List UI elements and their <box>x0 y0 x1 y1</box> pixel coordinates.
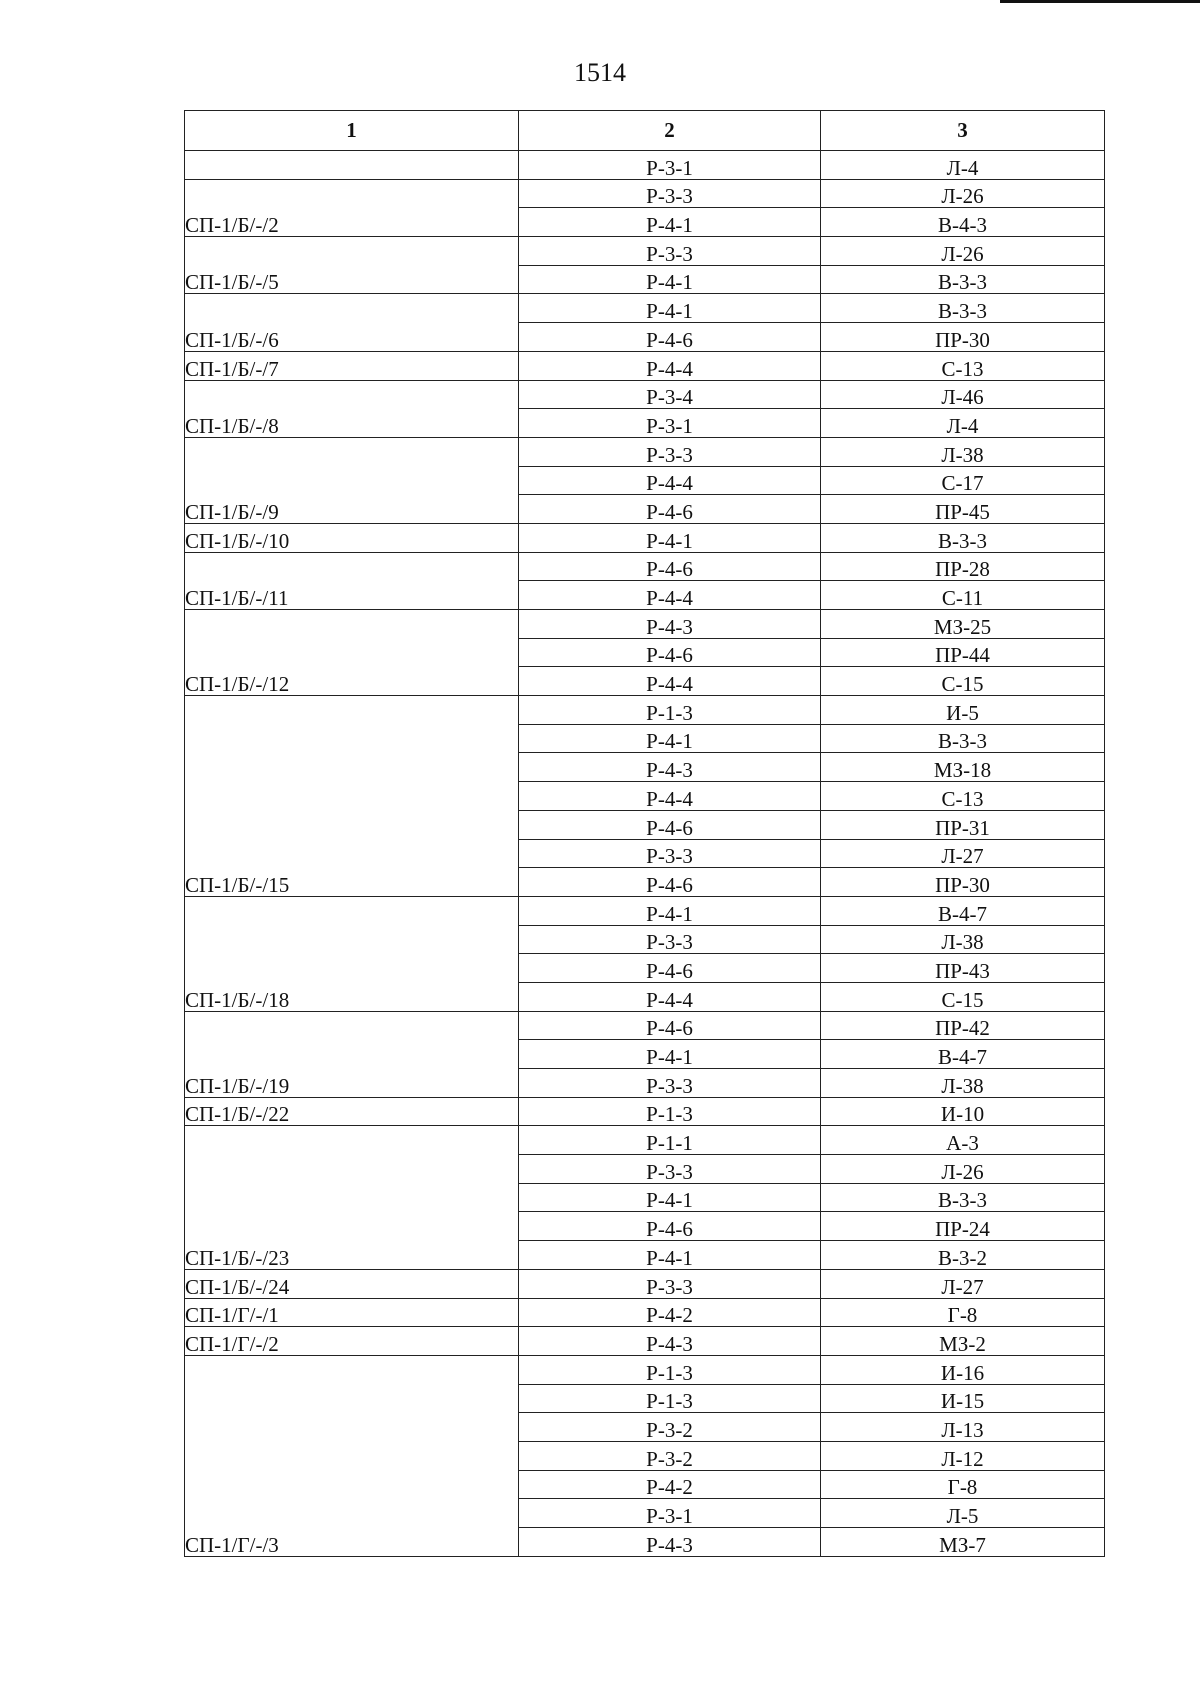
value-cell: МЗ-7 <box>821 1528 1105 1557</box>
code-cell: Р-4-6 <box>519 1011 821 1040</box>
code-cell: Р-4-1 <box>519 1241 821 1270</box>
code-cell: Р-4-3 <box>519 1327 821 1356</box>
code-cell: Р-3-3 <box>519 1269 821 1298</box>
value-cell: Л-27 <box>821 1269 1105 1298</box>
code-cell: Р-3-1 <box>519 409 821 438</box>
value-cell: ПР-44 <box>821 638 1105 667</box>
table-row <box>185 1355 1105 1384</box>
value-cell: Л-38 <box>821 437 1105 466</box>
code-cell: Р-4-2 <box>519 1298 821 1327</box>
value-cell: МЗ-18 <box>821 753 1105 782</box>
column-header-2: 2 <box>519 111 821 151</box>
group-label-cell: СП-1/Б/-/11 <box>185 552 519 609</box>
code-cell: Р-1-3 <box>519 1355 821 1384</box>
code-cell: Р-4-4 <box>519 667 821 696</box>
code-cell: Р-4-1 <box>519 896 821 925</box>
group-label-cell: СП-1/Б/-/19 <box>185 1011 519 1097</box>
group-label-cell: СП-1/Г/-/3 <box>185 1355 519 1556</box>
value-cell: МЗ-2 <box>821 1327 1105 1356</box>
group-label-cell: СП-1/Г/-/1 <box>185 1298 519 1327</box>
value-cell: Л-27 <box>821 839 1105 868</box>
table-row <box>185 1011 1105 1040</box>
table-row <box>185 380 1105 409</box>
value-cell: МЗ-25 <box>821 610 1105 639</box>
value-cell: ПР-24 <box>821 1212 1105 1241</box>
page-number: 1514 <box>574 58 626 87</box>
code-cell: Р-4-6 <box>519 638 821 667</box>
value-cell: В-3-3 <box>821 523 1105 552</box>
code-cell: Р-3-3 <box>519 437 821 466</box>
code-cell: Р-4-1 <box>519 1183 821 1212</box>
value-cell: С-15 <box>821 667 1105 696</box>
group-label-cell: СП-1/Б/-/22 <box>185 1097 519 1126</box>
group-label-cell: СП-1/Б/-/6 <box>185 294 519 351</box>
value-cell: Г-8 <box>821 1470 1105 1499</box>
code-cell: Р-4-6 <box>519 323 821 352</box>
code-cell: Р-4-3 <box>519 1528 821 1557</box>
value-cell: В-4-3 <box>821 208 1105 237</box>
code-cell: Р-4-1 <box>519 208 821 237</box>
code-cell: Р-3-3 <box>519 1069 821 1098</box>
value-cell: Л-4 <box>821 151 1105 180</box>
value-cell: В-3-3 <box>821 294 1105 323</box>
table-row <box>185 1327 1105 1356</box>
table-row <box>185 523 1105 552</box>
code-cell: Р-4-6 <box>519 1212 821 1241</box>
code-cell: Р-4-4 <box>519 581 821 610</box>
value-cell: В-3-2 <box>821 1241 1105 1270</box>
value-cell: ПР-28 <box>821 552 1105 581</box>
value-cell: Л-12 <box>821 1441 1105 1470</box>
value-cell: Л-38 <box>821 925 1105 954</box>
code-cell: Р-4-1 <box>519 265 821 294</box>
table-body <box>185 151 1105 1557</box>
group-label-cell: СП-1/Б/-/23 <box>185 1126 519 1269</box>
group-label-cell: СП-1/Б/-/8 <box>185 380 519 437</box>
code-cell: Р-4-6 <box>519 552 821 581</box>
code-cell: Р-4-1 <box>519 523 821 552</box>
value-cell: В-4-7 <box>821 1040 1105 1069</box>
table-row <box>185 696 1105 725</box>
value-cell: Л-26 <box>821 179 1105 208</box>
code-cell: Р-4-6 <box>519 954 821 983</box>
value-cell: Л-5 <box>821 1499 1105 1528</box>
value-cell: С-11 <box>821 581 1105 610</box>
code-cell: Р-4-1 <box>519 294 821 323</box>
table-row <box>185 1298 1105 1327</box>
value-cell: С-13 <box>821 351 1105 380</box>
code-cell: Р-3-3 <box>519 237 821 266</box>
code-cell: Р-4-2 <box>519 1470 821 1499</box>
code-cell: Р-3-2 <box>519 1441 821 1470</box>
table-row <box>185 151 1105 180</box>
value-cell: А-3 <box>821 1126 1105 1155</box>
value-cell: В-3-3 <box>821 265 1105 294</box>
group-label-cell: СП-1/Б/-/12 <box>185 610 519 696</box>
column-header-1: 1 <box>185 111 519 151</box>
table-row <box>185 294 1105 323</box>
code-cell: Р-4-1 <box>519 724 821 753</box>
value-cell: ПР-30 <box>821 868 1105 897</box>
value-cell: Л-38 <box>821 1069 1105 1098</box>
table-row <box>185 896 1105 925</box>
code-cell: Р-1-3 <box>519 696 821 725</box>
value-cell: ПР-42 <box>821 1011 1105 1040</box>
code-cell: Р-1-3 <box>519 1097 821 1126</box>
code-cell: Р-4-3 <box>519 610 821 639</box>
group-label-cell: СП-1/Б/-/24 <box>185 1269 519 1298</box>
table-row <box>185 1097 1105 1126</box>
value-cell: В-4-7 <box>821 896 1105 925</box>
code-cell: Р-1-3 <box>519 1384 821 1413</box>
value-cell: Л-46 <box>821 380 1105 409</box>
code-cell: Р-3-2 <box>519 1413 821 1442</box>
code-cell: Р-1-1 <box>519 1126 821 1155</box>
code-cell: Р-3-4 <box>519 380 821 409</box>
value-cell: ПР-45 <box>821 495 1105 524</box>
value-cell: Л-26 <box>821 237 1105 266</box>
table-row <box>185 1269 1105 1298</box>
data-table <box>184 110 1105 1557</box>
value-cell: В-3-3 <box>821 724 1105 753</box>
code-cell: Р-3-3 <box>519 925 821 954</box>
table-row <box>185 1126 1105 1155</box>
value-cell: Л-4 <box>821 409 1105 438</box>
value-cell: И-15 <box>821 1384 1105 1413</box>
value-cell: Л-26 <box>821 1155 1105 1184</box>
table-row <box>185 351 1105 380</box>
group-label-cell: СП-1/Б/-/18 <box>185 896 519 1011</box>
code-cell: Р-3-1 <box>519 1499 821 1528</box>
column-header-3: 3 <box>821 111 1105 151</box>
value-cell: И-16 <box>821 1355 1105 1384</box>
table-row <box>185 552 1105 581</box>
value-cell: Г-8 <box>821 1298 1105 1327</box>
value-cell: В-3-3 <box>821 1183 1105 1212</box>
code-cell: Р-4-6 <box>519 810 821 839</box>
code-cell: Р-3-3 <box>519 839 821 868</box>
value-cell: И-5 <box>821 696 1105 725</box>
value-cell: ПР-30 <box>821 323 1105 352</box>
table-row <box>185 179 1105 208</box>
value-cell: И-10 <box>821 1097 1105 1126</box>
value-cell: Л-13 <box>821 1413 1105 1442</box>
header-row <box>185 111 1105 151</box>
corner-rule <box>1000 0 1200 3</box>
code-cell: Р-4-1 <box>519 1040 821 1069</box>
group-label-cell <box>185 151 519 180</box>
group-label-cell: СП-1/Б/-/9 <box>185 437 519 523</box>
group-label-cell: СП-1/Г/-/2 <box>185 1327 519 1356</box>
table-row <box>185 237 1105 266</box>
value-cell: С-13 <box>821 782 1105 811</box>
group-label-cell: СП-1/Б/-/5 <box>185 237 519 294</box>
code-cell: Р-4-6 <box>519 868 821 897</box>
code-cell: Р-4-4 <box>519 466 821 495</box>
table-row <box>185 437 1105 466</box>
value-cell: С-17 <box>821 466 1105 495</box>
group-label-cell: СП-1/Б/-/15 <box>185 696 519 897</box>
group-label-cell: СП-1/Б/-/10 <box>185 523 519 552</box>
code-cell: Р-4-3 <box>519 753 821 782</box>
code-cell: Р-3-3 <box>519 179 821 208</box>
value-cell: ПР-31 <box>821 810 1105 839</box>
code-cell: Р-4-6 <box>519 495 821 524</box>
group-label-cell: СП-1/Б/-/2 <box>185 179 519 236</box>
group-label-cell: СП-1/Б/-/7 <box>185 351 519 380</box>
code-cell: Р-4-4 <box>519 351 821 380</box>
code-cell: Р-3-1 <box>519 151 821 180</box>
code-cell: Р-3-3 <box>519 1155 821 1184</box>
table-row <box>185 610 1105 639</box>
value-cell: С-15 <box>821 982 1105 1011</box>
code-cell: Р-4-4 <box>519 982 821 1011</box>
code-cell: Р-4-4 <box>519 782 821 811</box>
value-cell: ПР-43 <box>821 954 1105 983</box>
